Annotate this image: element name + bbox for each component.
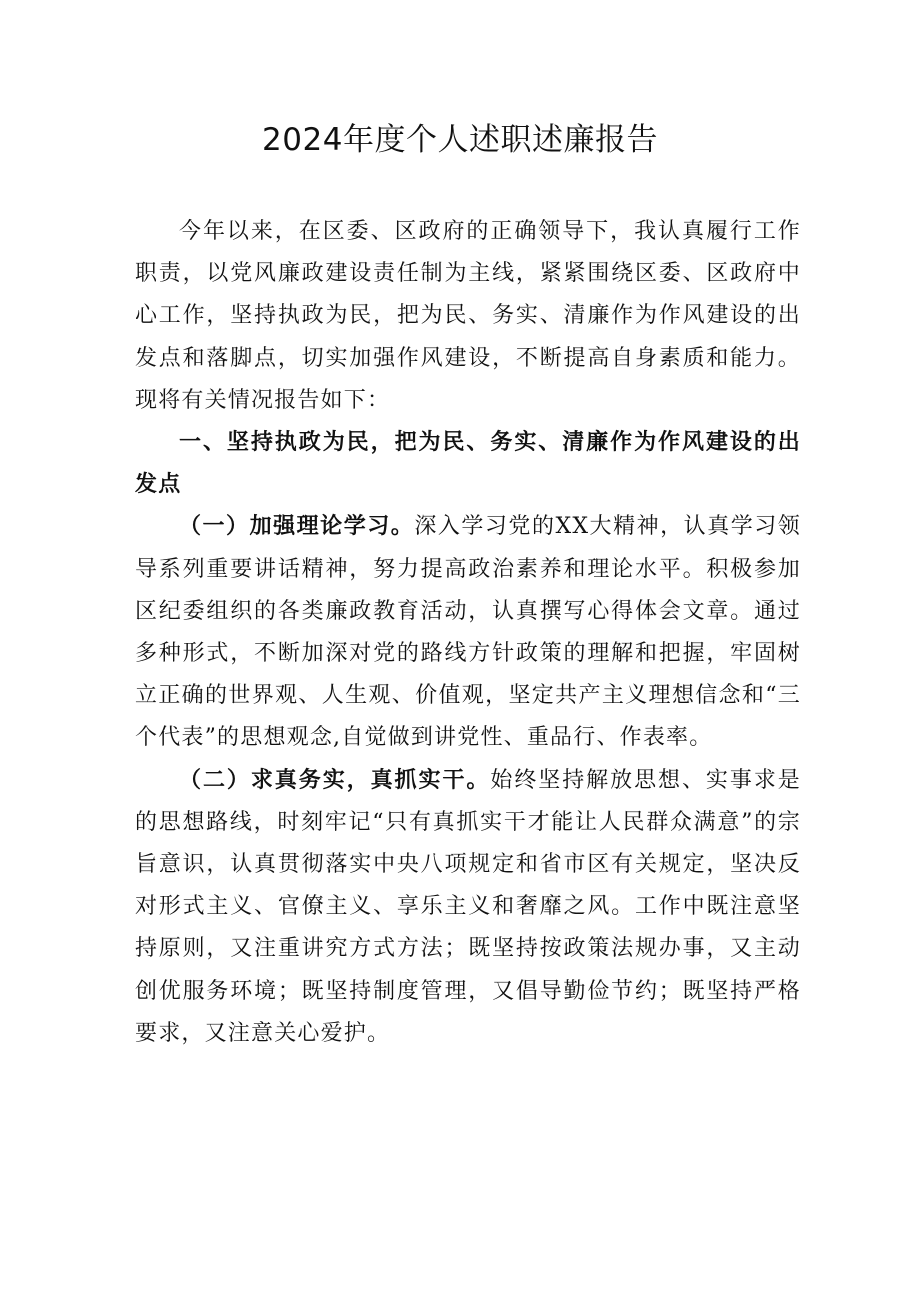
section-heading: 一、坚持执政为民，把为民、务实、清廉作为作风建设的出发点 (135, 430, 801, 498)
document-title: 2024年度个人述职述廉报告 (262, 122, 658, 158)
item-lead-2: （二）求真务实，真抓实干。 (179, 767, 491, 793)
document-body (135, 211, 801, 1055)
item-paragraph-1 (135, 506, 801, 759)
item-text-1: 深入学习党的XX大精神，认真学习领导系列重要讲话精神，努力提高政治素养和理论水平。积极参加区纪委组织的各类廉政教育活动，认真撰写心得体会文章。通过多种形式，不断加深对党的路线方针政策的理解和把握，牢固树立正确的世界观、人生观、价值观，坚定共产主义理想信念和“三个代表”的思想观念,自觉做到讲党性、重品行、作表率。 (135, 514, 801, 751)
item-paragraph-2 (135, 760, 801, 1055)
intro-paragraph: 今年以来，在区委、区政府的正确领导下，我认真履行工作职责，以党风廉政建设责任制为主线，紧紧围绕区委、区政府中心工作，坚持执政为民，把为民、务实、清廉作为作风建设的出发点和落脚点，切实加强作风建设，不断提高自身素质和能力。现将有关情况报告如下： (135, 219, 801, 413)
item-text-2: 始终坚持解放思想、实事求是的思想路线，时刻牢记“只有真抓实干才能让人民群众满意”的宗旨意识，认真贯彻落实中央八项规定和省市区有关规定，坚决反对形式主义、官僚主义、享乐主义和奢靡之风。工作中既注意坚持原则，又注重讲究方式方法；既坚持按政策法规办事，又主动创优服务环境；既坚持制度管理，又倡导勤俭节约；既坚持严格要求，又注意关心爱护。 (135, 767, 801, 1046)
item-lead-1: （一）加强理论学习。 (179, 514, 415, 540)
